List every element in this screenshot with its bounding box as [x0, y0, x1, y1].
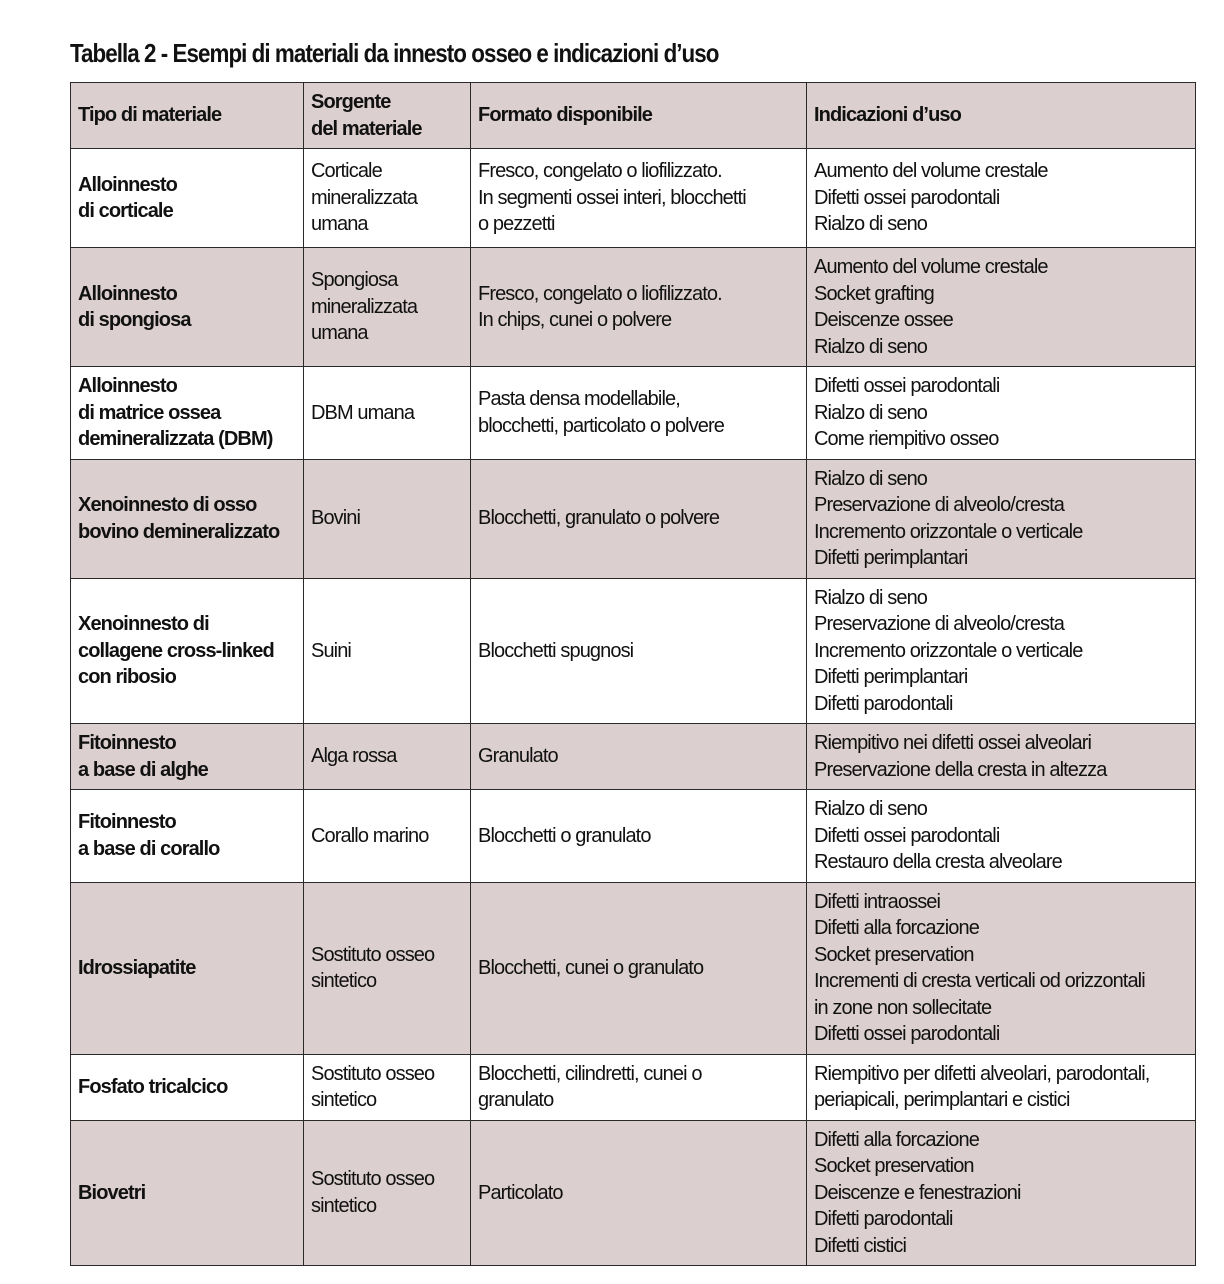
- table-row: [71, 248, 1196, 367]
- cell-formato: Granulato: [471, 724, 807, 790]
- cell-formato: Blocchetti, cilindretti, cunei o granulato: [471, 1054, 807, 1120]
- cell-formato: Blocchetti spugnosi: [471, 578, 807, 724]
- table-row: [71, 724, 1196, 790]
- cell-indicazioni: Rialzo di seno Preservazione di alveolo/cresta Incremento orizzontale o verticale Difetti perimplantari Difetti parodontali: [807, 578, 1196, 724]
- cell-sorgente: Sostituto osseo sintetico: [304, 1054, 471, 1120]
- cell-sorgente: Corticale mineralizzata umana: [304, 149, 471, 248]
- header-indicazioni: Indicazioni d’uso: [807, 83, 1196, 149]
- cell-sorgente: Spongiosa mineralizzata umana: [304, 248, 471, 367]
- header-row: [71, 83, 1196, 149]
- cell-formato: Particolato: [471, 1120, 807, 1266]
- cell-indicazioni: Difetti intraossei Difetti alla forcazione Socket preservation Incrementi di cresta verticali od orizzontali in zone non sollecitate Difetti ossei parodontali: [807, 882, 1196, 1054]
- table-body: [71, 149, 1196, 1266]
- cell-sorgente: DBM umana: [304, 367, 471, 460]
- header-formato: Formato disponibile: [471, 83, 807, 149]
- graft-materials-table: [70, 82, 1196, 1266]
- table-row: [71, 459, 1196, 578]
- table-row: [71, 367, 1196, 460]
- cell-indicazioni: Difetti alla forcazione Socket preservation Deiscenze e fenestrazioni Difetti parodontali Difetti cistici: [807, 1120, 1196, 1266]
- header-tipo: Tipo di materiale: [71, 83, 304, 149]
- table-row: [71, 149, 1196, 248]
- table-row: [71, 882, 1196, 1054]
- cell-indicazioni: Aumento del volume crestale Socket grafting Deiscenze ossee Rialzo di seno: [807, 248, 1196, 367]
- cell-formato: Blocchetti o granulato: [471, 790, 807, 883]
- cell-tipo: Idrossiapatite: [71, 882, 304, 1054]
- cell-tipo: Alloinnesto di spongiosa: [71, 248, 304, 367]
- table-title: Tabella 2 - Esempi di materiali da innesto osseo e indicazioni d’uso: [70, 38, 719, 68]
- cell-tipo: Biovetri: [71, 1120, 304, 1266]
- cell-tipo: Fosfato tricalcico: [71, 1054, 304, 1120]
- table-row: [71, 1054, 1196, 1120]
- cell-tipo: Fitoinnesto a base di corallo: [71, 790, 304, 883]
- header-sorgente: Sorgente del materiale: [304, 83, 471, 149]
- table-header: [71, 83, 1196, 149]
- cell-indicazioni: Riempitivo nei difetti ossei alveolari Preservazione della cresta in altezza: [807, 724, 1196, 790]
- table-row: [71, 790, 1196, 883]
- cell-tipo: Alloinnesto di corticale: [71, 149, 304, 248]
- cell-indicazioni: Difetti ossei parodontali Rialzo di seno Come riempitivo osseo: [807, 367, 1196, 460]
- cell-indicazioni: Rialzo di seno Preservazione di alveolo/cresta Incremento orizzontale o verticale Difetti perimplantari: [807, 459, 1196, 578]
- cell-indicazioni: Aumento del volume crestale Difetti ossei parodontali Rialzo di seno: [807, 149, 1196, 248]
- cell-formato: Blocchetti, cunei o granulato: [471, 882, 807, 1054]
- cell-formato: Pasta densa modellabile, blocchetti, particolato o polvere: [471, 367, 807, 460]
- cell-tipo: Xenoinnesto di collagene cross-linked con ribosio: [71, 578, 304, 724]
- table-row: [71, 578, 1196, 724]
- cell-tipo: Alloinnesto di matrice ossea demineralizzata (DBM): [71, 367, 304, 460]
- cell-tipo: Fitoinnesto a base di alghe: [71, 724, 304, 790]
- cell-tipo: Xenoinnesto di osso bovino demineralizzato: [71, 459, 304, 578]
- cell-indicazioni: Rialzo di seno Difetti ossei parodontali Restauro della cresta alveolare: [807, 790, 1196, 883]
- cell-formato: Fresco, congelato o liofilizzato. In segmenti ossei interi, blocchetti o pezzetti: [471, 149, 807, 248]
- cell-formato: Fresco, congelato o liofilizzato. In chips, cunei o polvere: [471, 248, 807, 367]
- cell-formato: Blocchetti, granulato o polvere: [471, 459, 807, 578]
- cell-sorgente: Alga rossa: [304, 724, 471, 790]
- cell-sorgente: Sostituto osseo sintetico: [304, 1120, 471, 1266]
- cell-sorgente: Bovini: [304, 459, 471, 578]
- cell-sorgente: Sostituto osseo sintetico: [304, 882, 471, 1054]
- table-row: [71, 1120, 1196, 1266]
- cell-sorgente: Suini: [304, 578, 471, 724]
- cell-sorgente: Corallo marino: [304, 790, 471, 883]
- cell-indicazioni: Riempitivo per difetti alveolari, parodontali, periapicali, perimplantari e cistici: [807, 1054, 1196, 1120]
